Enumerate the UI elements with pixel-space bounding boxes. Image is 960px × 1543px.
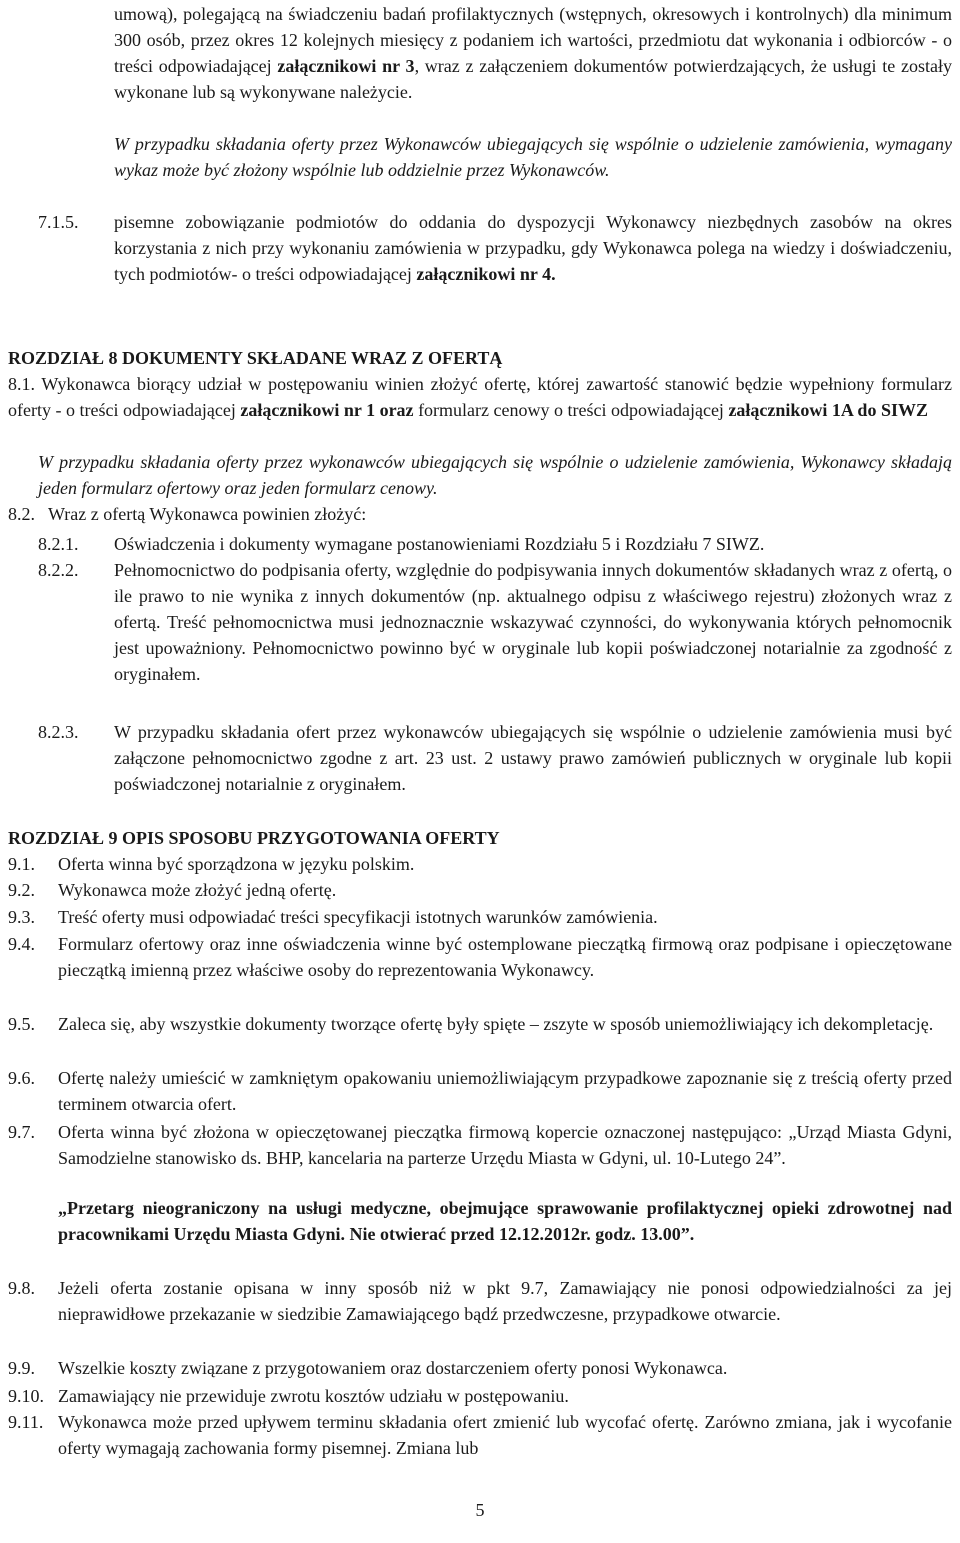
item-9-1: Oferta winna być sporządzona w języku polskim. [58,854,415,874]
item-number: 8.2.1. [38,534,79,554]
item-9-3: Treść oferty musi odpowiadać treści specyfikacji istotnych warunków zamówienia. [58,907,658,927]
item-7-1-5: pisemne zobowiązanie podmiotów do oddania do dyspozycji Wykonawcy niezbędnych zasobów na okres korzystania z nich przy wykonaniu zamówienia w przypadku, gdy Wykonawca polega na wiedzy i doświadczeniu, tych podmiotów- o treści odpowiadającej załącznikowi nr 4. [114,212,952,284]
item-9-8: Jeżeli oferta zostanie opisana w inny sposób niż w pkt 9.7, Zamawiający nie ponosi odpowiedzialności za jej nieprawidłowe przekazanie w siedzibie Zamawiającego bądź przedwczesne, przypadkowe otwarcie. [58,1278,952,1324]
item-number: 9.6. [8,1068,35,1088]
paragraph-continuation: umową), polegającą na świadczeniu badań profilaktycznych (wstępnych, okresowych i kontrolnych) dla minimum 300 osób, przez okres 12 kolejnych miesięcy z podaniem ich wartości, przedmiotu dat wykonania i odbiorców - o treści odpowiadającej załącznikowi nr 3, wraz z załączeniem dokumentów potwierdzających, że usługi te zostały wykonane lub są wykonywane należycie. [114,4,952,102]
item-number: 7.1.5. [38,212,79,232]
item-number: 9.3. [8,907,35,927]
item-9-6: Ofertę należy umieścić w zamkniętym opakowaniu uniemożliwiającym przypadkowe zapoznanie się z treścią oferty przed terminem otwarcia ofert. [58,1068,952,1114]
item-9-5: Zaleca się, aby wszystkie dokumenty tworzące ofertę były spięte – zszyte w sposób uniemożliwiający ich dekompletację. [58,1014,934,1034]
item-number: 9.2. [8,880,35,900]
item-number: 9.11. [8,1412,44,1432]
annex-reference: załącznikowi nr 3 [277,56,415,76]
item-number: 8.2.2. [38,560,79,580]
page-number: 5 [475,1500,485,1520]
item-9-4: Formularz ofertowy oraz inne oświadczenia winne być ostemplowane pieczątką firmową oraz podpisane i opieczętowane pieczątką imienną przez właściwe osoby do reprezentowania Wykonawcy. [58,934,952,980]
joint-bidders-note: W przypadku składania oferty przez Wykonawców ubiegających się wspólnie o udzielenie zamówienia, wymagany wykaz może być złożony wspólnie lub oddzielnie przez Wykonawców. [114,134,952,180]
item-8-1: 8.1. Wykonawca biorący udział w postępowaniu winien złożyć ofertę, której zawartość stanowić będzie wypełniony formularz oferty - o treści odpowiadającej załącznikowi nr 1 oraz formularz cenowy o treści odpowiadającej załącznikowi 1A do SIWZ [8,374,952,420]
item-number: 9.9. [8,1358,35,1378]
item-number: 8.2. [8,504,35,524]
item-9-9: Wszelkie koszty związane z przygotowaniem oraz dostarczeniem oferty ponosi Wykonawca. [58,1358,728,1378]
chapter-8-heading: ROZDZIAŁ 8 DOKUMENTY SKŁADANE WRAZ Z OFERTĄ [8,348,503,368]
item-number: 9.10. [8,1386,44,1406]
item-number: 9.7. [8,1122,35,1142]
item-number: 9.8. [8,1278,35,1298]
item-8-2-3: W przypadku składania ofert przez wykonawców ubiegających się wspólnie o udzielenie zamówienia musi być załączone pełnomocnictwo zgodne z art. 23 ust. 2 ustawy prawo zamówień publicznych w oryginale lub kopii poświadczonej notarialnie z oryginałem. [114,722,952,794]
item-number: 9.5. [8,1014,35,1034]
item-9-2: Wykonawca może złożyć jedną ofertę. [58,880,337,900]
envelope-marking: „Przetarg nieograniczony na usługi medyczne, obejmujące sprawowanie profilaktycznej opieki zdrowotnej nad pracownikami Urzędu Miasta Gdyni. Nie otwierać przed 12.12.2012r. godz. 13.00”. [58,1198,952,1244]
item-number: 9.4. [8,934,35,954]
item-9-11: Wykonawca może przed upływem terminu składania ofert zmienić lub wycofać ofertę. Zarówno zmiana, jak i wycofanie oferty wymagają zachowania formy pisemnej. Zmiana lub [58,1412,952,1458]
chapter-9-heading: ROZDZIAŁ 9 OPIS SPOSOBU PRZYGOTOWANIA OFERTY [8,828,500,848]
item-8-2-1: Oświadczenia i dokumenty wymagane postanowieniami Rozdziału 5 i Rozdziału 7 SIWZ. [114,534,765,554]
item-8-2-2: Pełnomocnictwo do podpisania oferty, względnie do podpisywania innych dokumentów składanych wraz z ofertą, o ile prawo to nie wynika z innych dokumentów (np. aktualnego odpisu z właściwego rejestru) złożonych wraz z ofertą. Treść pełnomocnictwa musi jednoznacznie wskazywać czynności, do wykonywania których pełnomocnik jest upoważniony. Pełnomocnictwo powinno być w oryginale lub kopii poświadczonej notarialnie za zgodność z oryginałem. [114,560,952,684]
item-8-2: Wraz z ofertą Wykonawca powinien złożyć: [48,504,367,524]
item-9-7: Oferta winna być złożona w opieczętowanej pieczątka firmową kopercie oznaczonej następująco: „Urząd Miasta Gdyni, Samodzielne stanowisko ds. BHP, kancelaria na parterze Urzędu Miasta w Gdyni, ul. 10-Lutego 24”. [58,1122,952,1168]
item-9-10: Zamawiający nie przewiduje zwrotu kosztów udziału w postępowaniu. [58,1386,569,1406]
item-number: 8.2.3. [38,722,79,742]
joint-bidders-note-8: W przypadku składania oferty przez wykonawców ubiegających się wspólnie o udzielenie zamówienia, Wykonawcy składają jeden formularz ofertowy oraz jeden formularz cenowy. [38,452,952,498]
item-number: 9.1. [8,854,35,874]
